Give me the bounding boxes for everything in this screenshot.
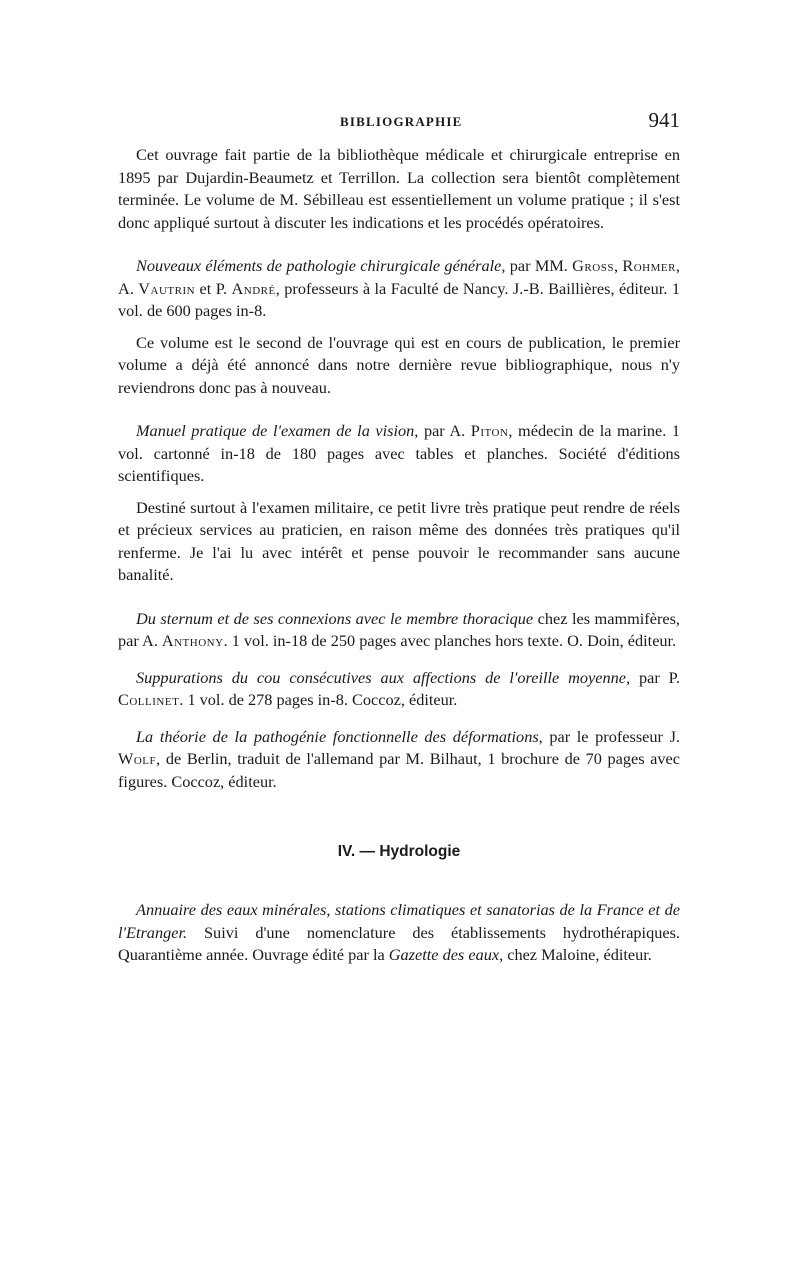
page-header xyxy=(118,108,680,144)
author-name: Rohmer xyxy=(622,256,676,275)
review-paragraph: Destiné surtout à l'examen militaire, ce petit livre très pratique peut rendre de réels et précieux services au praticien, en raison même des données très pratiques qu'il renferme. Je l'ai lu avec intérêt et pense pouvoir le recommander sans aucune banalité. xyxy=(118,497,680,584)
author-name: Wolf xyxy=(118,749,157,768)
book-title: Du sternum et de ses connexions avec le membre thoracique xyxy=(136,608,534,628)
author-name: Collinet xyxy=(118,690,180,709)
book-title: Suppurations du cou consécutives aux affections de l'oreille moyenne, xyxy=(136,667,631,687)
author-name: Vautrin xyxy=(138,278,196,298)
book-title: La théorie de la pathogénie fonctionnelle des déformations, xyxy=(136,726,543,746)
journal-title: Gazette des eaux xyxy=(388,945,500,964)
author-name: Piton xyxy=(470,421,509,440)
review-paragraph: Ce volume est le second de l'ouvrage qui est en cours de publication, le premier volume a déjà été annoncé dans notre dernière revue bibliographique, nous n'y reviendrons donc pas à nouveau. xyxy=(118,332,680,397)
book-title: Nouveaux éléments de pathologie chirurgicale générale, xyxy=(136,256,506,275)
bibliography-entry: Suppurations du cou consécutives aux affections de l'oreille moyenne, par P. Collinet. 1 vol. de 278 pages in-8. Coccoz, éditeur. xyxy=(118,667,680,709)
bibliography-entry: Du sternum et de ses connexions avec le membre thoracique chez les mammifères, par A. Anthony. 1 vol. in-18 de 250 pages avec planches hors texte. O. Doin, éditeur. xyxy=(118,608,680,650)
author-name: Gross xyxy=(572,256,614,275)
book-title: Manuel pratique de l'examen de la vision, xyxy=(136,421,419,440)
bibliography-entry: Nouveaux éléments de pathologie chirurgicale générale, par MM. Gross, Rohmer, A. Vautrin et P. André, professeurs à la Faculté de Nancy. J.-B. Baillières, éditeur. 1 vol. de 600 pages in-8. xyxy=(118,256,680,320)
review-paragraph-collection: Cet ouvrage fait partie de la bibliothèque médicale et chirurgicale entreprise en 1895 par Dujardin-Beaumetz et Terrillon. La collection sera bientôt complètement terminée. Le volume de M. Sébilleau est essentiellement un volume pratique ; il s'est donc appliqué surtout à discuter les indications et les procédés opératoires. xyxy=(118,145,680,232)
author-name: Anthony xyxy=(161,631,224,650)
book-title: Annuaire des eaux minérales, stations climatiques et sanatorias de la France et de l'Etranger. xyxy=(118,900,680,942)
page-number: 941 xyxy=(648,108,680,132)
bibliography-entry: La théorie de la pathogénie fonctionnelle des déformations, par le professeur J. Wolf, de Berlin, traduit de l'allemand par M. Bilhaut, 1 brochure de 70 pages avec figures. Coccoz, éditeur. xyxy=(118,726,680,791)
bibliography-entry: Manuel pratique de l'examen de la vision, par A. Piton, médecin de la marine. 1 vol. cartonné in-18 de 180 pages avec tables et planches. Société d'éditions scientifiques. xyxy=(118,421,680,485)
document-page xyxy=(118,108,680,967)
running-head: BIBLIOGRAPHIE xyxy=(340,114,463,129)
bibliography-entry: Annuaire des eaux minérales, stations climatiques et sanatorias de la France et de l'Etranger. Suivi d'une nomenclature des établissements hydrothérapiques. Quarantième année. Ouvrage édité par la Gazette des eaux, chez Maloine, éditeur. xyxy=(118,900,680,964)
author-name: André xyxy=(231,278,276,298)
section-heading: IV. — Hydrologie xyxy=(337,843,461,860)
